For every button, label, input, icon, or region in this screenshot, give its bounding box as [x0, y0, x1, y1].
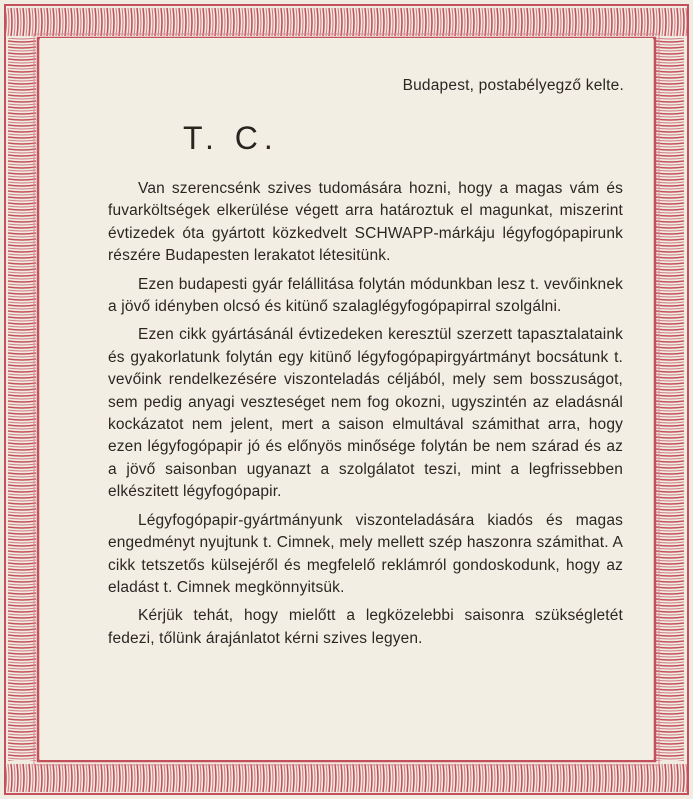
paragraph-4: Légyfogópapir-gyártmányunk viszonteladására kiadós és magas engedményt nyujtunk t. Cimnek, mely mellett szép haszonra számithat. A cikk tetszetős külsejéről és megfelelő reklámról gondoskodunk, hogy az eladást t. Cimnek megkönnyitsük. [108, 511, 623, 596]
salutation: T. C. [183, 120, 279, 156]
paragraph-1: Van szerencsénk szives tudomására hozni, hogy a magas vám és fuvarköltségek elkerülése végett arra határoztuk el magunkat, miszerint évtizedek óta gyártott közkedvelt SCHWAPP-márkáju légyfogópapirunk részére Budapesten lerakatot létesitünk. [108, 180, 623, 265]
paragraph-3: Ezen cikk gyártásánál évtizedeken keresztül szerzett tapasztalataink és gyakorlatunk folytán egy kitünő légyfogópapirgyártmányt bocsátunk t. vevőink rendelkezésére viszonteladás céljából, mely sem bosszuságot, sem pedig anyagi veszteséget nem fog okozni, ugyszintén az eladásnál kockázatot nem jelent, mert a saison elmultával számithat arra, hogy ezen légyfogópapir jó és előnyös minősége folytán be nem szárad és az a jövő saisonban ugyanazt a szolgálatot teszi, mint a legfrissebben elkészitett légyfogópapir. [108, 326, 623, 501]
letter-body [108, 178, 623, 656]
paragraph-2: Ezen budapesti gyár felállitása folytán módunkban lesz t. vevőinknek a jövő idényben olcsó és kitünő szalaglégyfogópapirral szolgálni. [108, 275, 623, 316]
paragraph-5: Kérjük tehát, hogy mielőtt a legközelebbi saisonra szükségletét fedezi, tőlünk árajánlatot kérni szives legyen. [108, 607, 623, 647]
place-and-date: Budapest, postabélyegző kelte. [402, 77, 624, 94]
